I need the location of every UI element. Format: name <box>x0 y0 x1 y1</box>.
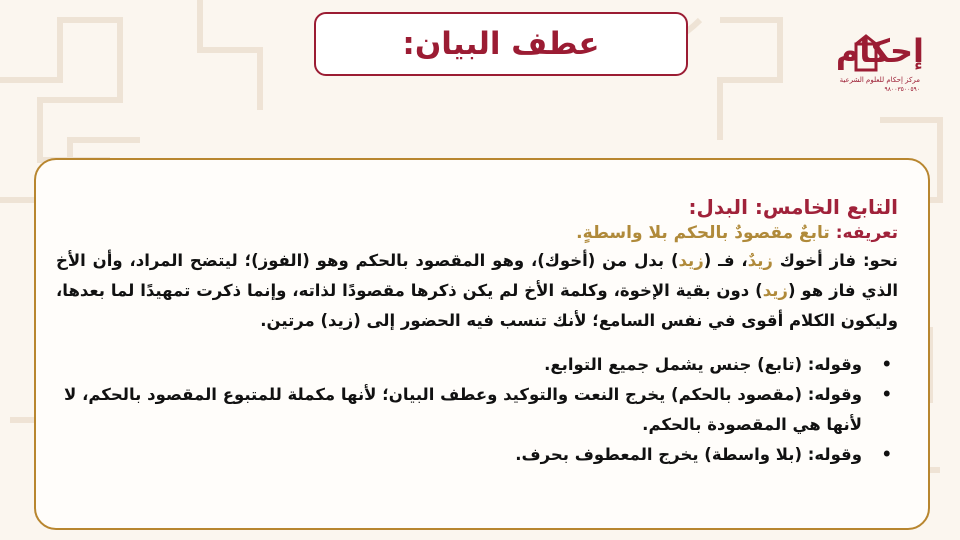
paragraph-part: ) بدل من (أخوك)، وهو المقصود بالحكم وهو (الفوز)؛ ليتضح المراد، وأن الأخ الذي فاز هو ( <box>56 251 899 300</box>
logo <box>835 26 938 98</box>
title-box <box>314 12 688 76</box>
paragraph-part: ) دون بقية الإخوة، وكلمة الأخ لم يكن ذكرها مقصودًا لذاته، وإنما ذكرت تمهيدًا لما بعدها، وليكون الكلام أقوى في نفس السامع؛ لأنك تنسب فيه الحضور إلى (زيد) مرتين. <box>56 281 898 330</box>
section-heading: التابع الخامس: البدل: <box>688 195 898 219</box>
paragraph-part: ، فـ ( <box>703 251 748 270</box>
content-text <box>56 188 898 470</box>
notes-list <box>56 350 898 470</box>
highlighted-word: زيدٌ <box>747 251 773 270</box>
paragraph-part: نحو: فاز أخوك <box>772 251 898 270</box>
list-item: • وقوله: (بلا واسطة) يخرج المعطوف بحرف. <box>56 440 880 470</box>
highlighted-word: زيد <box>762 281 788 300</box>
definition-text: تابعٌ مقصودٌ بالحكم بلا واسطةٍ. <box>576 223 836 243</box>
definition <box>56 220 898 246</box>
highlighted-word: زيد <box>678 251 704 270</box>
list-item: • وقوله: (تابع) جنس يشمل جميع التوابع. <box>56 350 880 380</box>
list-item: • وقوله: (مقصود بالحكم) يخرج النعت والتوكيد وعطف البيان؛ لأنها مكملة للمتبوع المقصود بالحكم، لا لأنها هي المقصودة بالحكم. <box>56 380 880 440</box>
content-box <box>34 158 930 530</box>
example-paragraph <box>56 246 898 336</box>
logo-name: إحكام <box>835 32 924 70</box>
definition-label: تعريفه: <box>835 223 898 243</box>
logo-number: ٩٨٠٠٣٥٠٠٥٩٠ <box>884 86 920 93</box>
logo-subtitle: مركز إحكام للعلوم الشرعية <box>839 76 920 84</box>
slide-title: عطف البيان: <box>402 26 600 62</box>
